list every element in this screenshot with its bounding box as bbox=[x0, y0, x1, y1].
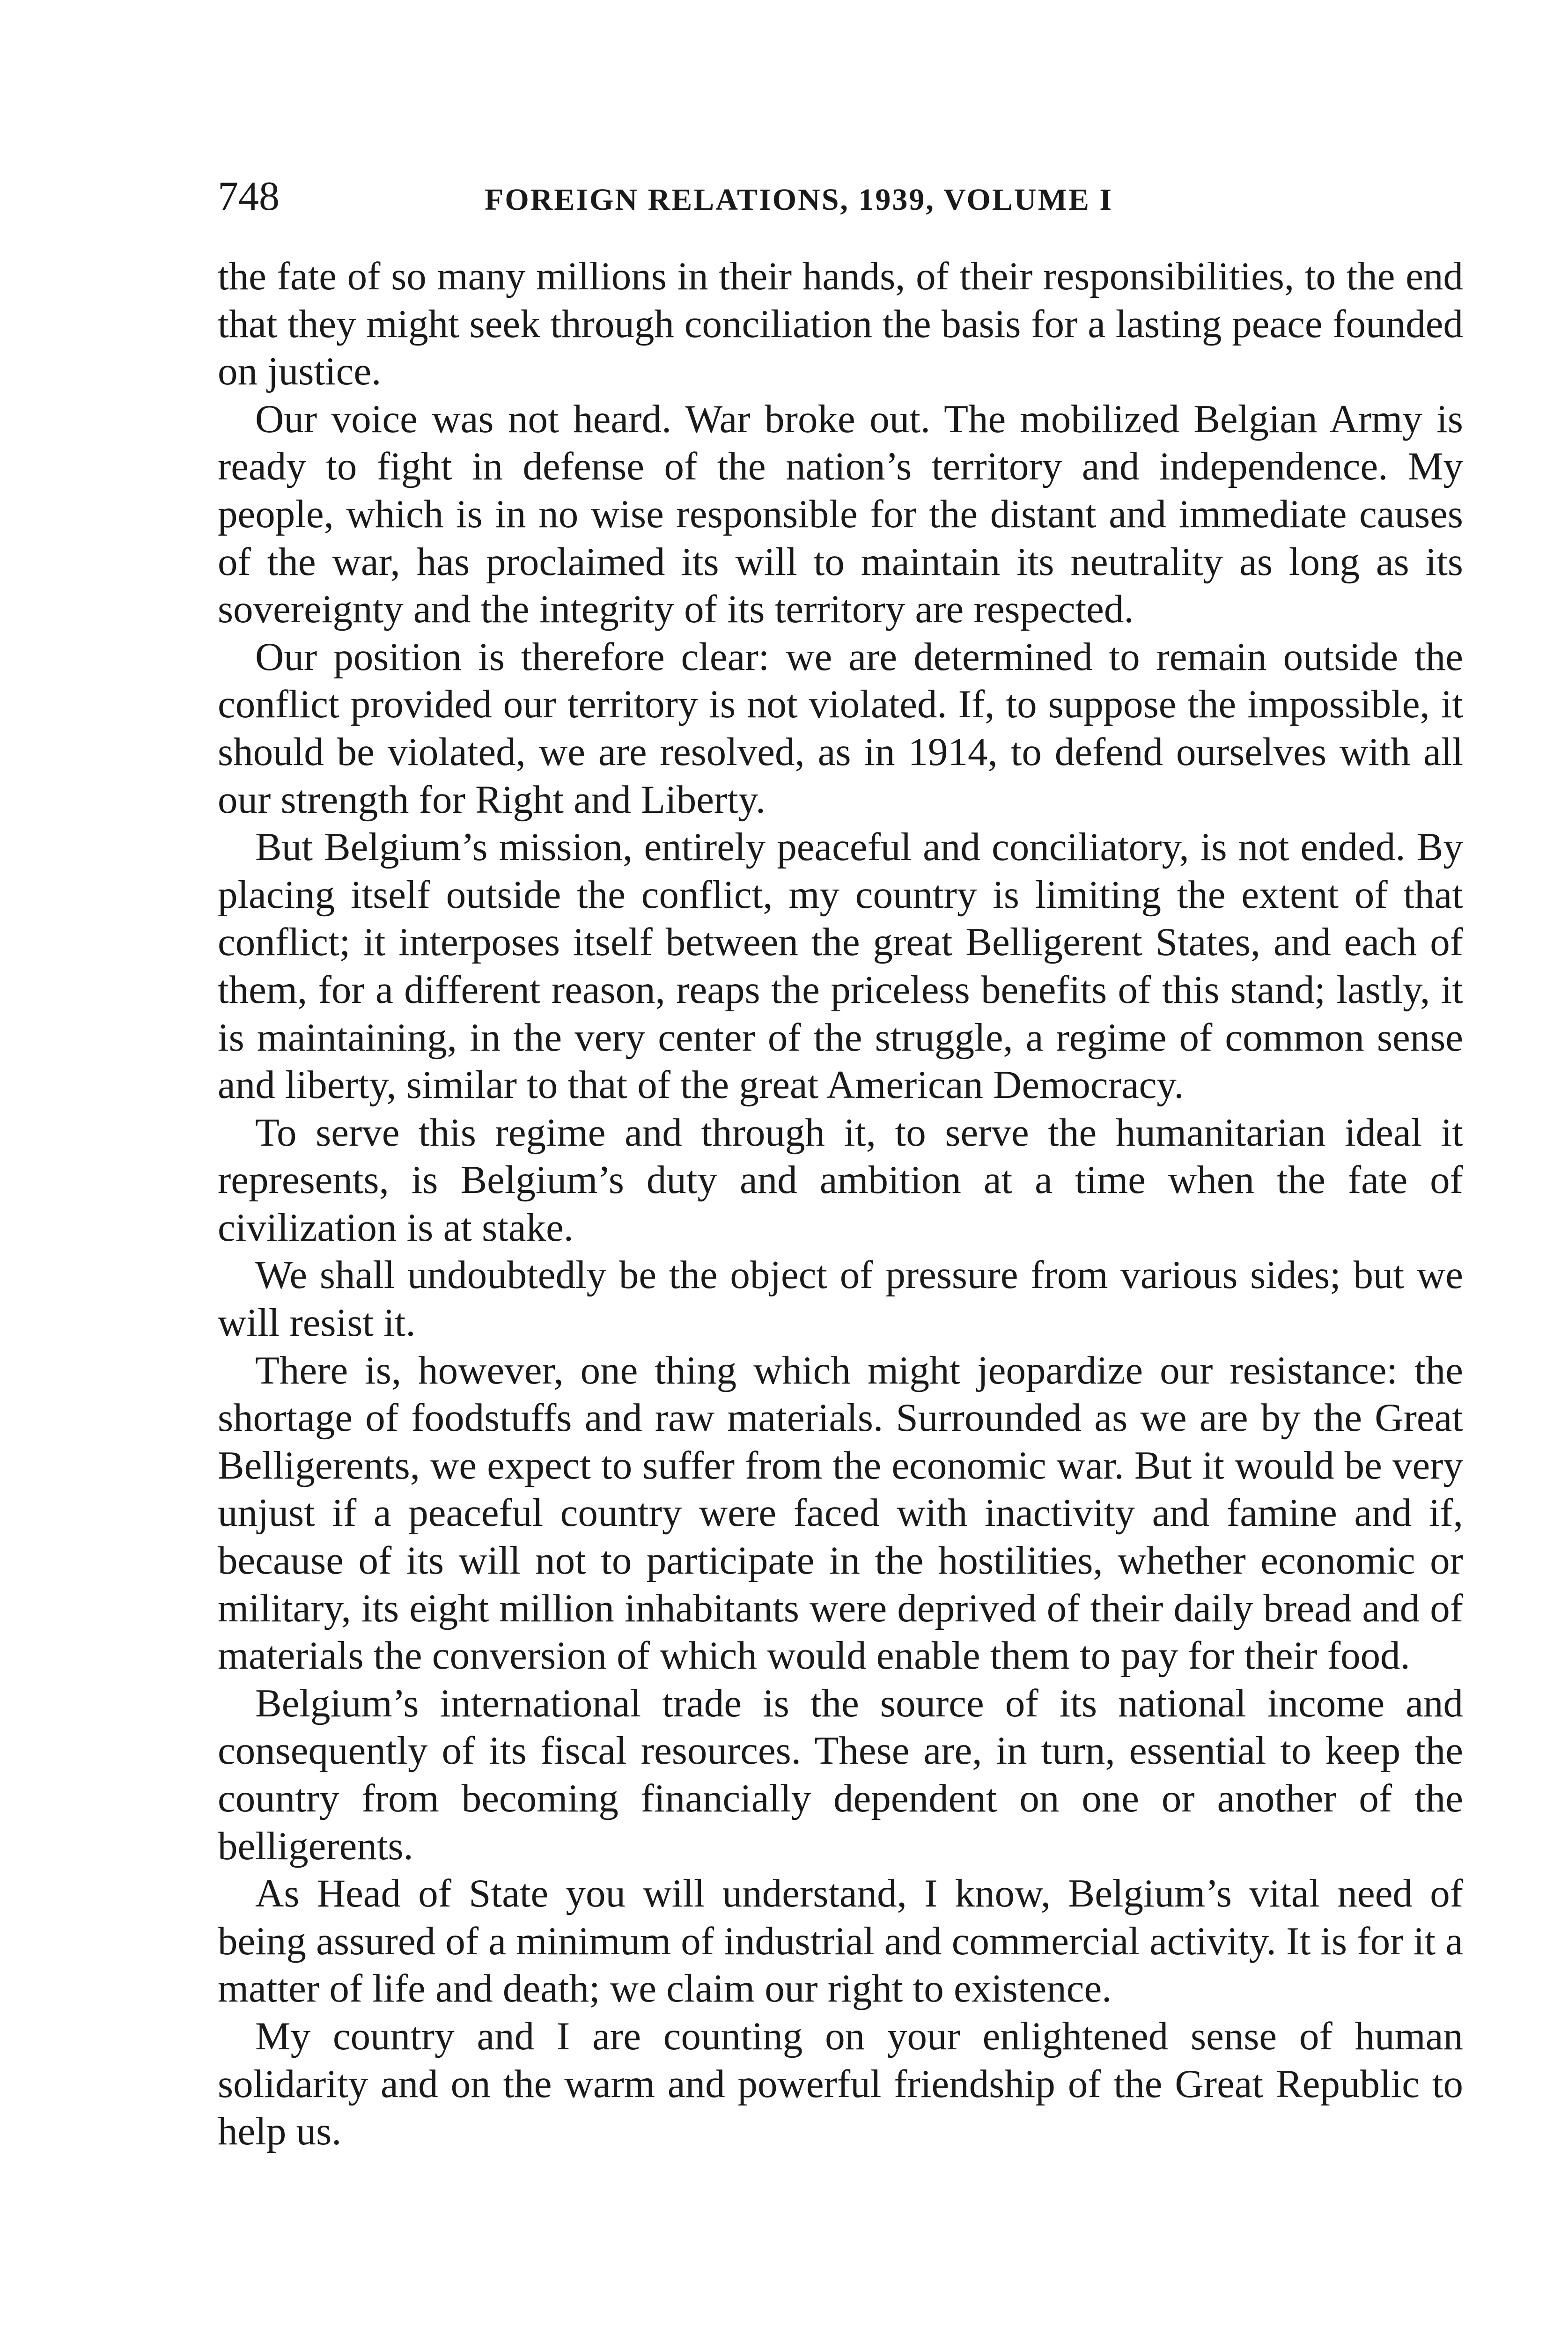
page-number: 748 bbox=[218, 174, 280, 219]
paragraph: My country and I are counting on your enlightened sense of human solidarity and on the warm and powerful friendship of the Great Republic to help us. bbox=[218, 2014, 1463, 2154]
paragraph: But Belgium’s mission, entirely peaceful and conciliatory, is not ended. By placing itself outside the conflict, my country is limiting the extent of that conflict; it interposes itself between the great Belligerent States, and each of them, for a different reason, reaps the priceless benefits of this stand; lastly, it is maintaining, in the very center of the struggle, a regime of common sense and liberty, similar to that of the great American Democracy. bbox=[218, 825, 1463, 1107]
paragraph: Belgium’s international trade is the source of its national income and consequently of its fiscal resources. These are, in turn, essential to keep the country from becoming financially dependent on one or another of the belligerents. bbox=[218, 1681, 1463, 1868]
page-header bbox=[218, 169, 1463, 225]
running-title: FOREIGN RELATIONS, 1939, VOLUME I bbox=[485, 183, 1113, 217]
paragraph: Our voice was not heard. War broke out. The mobilized Belgian Army is ready to fight in defense of the nation’s territory and independence. My people, which is in no wise responsible for the distant and immediate causes of the war, has proclaimed its will to maintain its neutrality as long as its sovereignty and the integrity of its territory are respected. bbox=[218, 397, 1463, 632]
paragraph: To serve this regime and through it, to serve the humanitarian ideal it represents, is Belgium’s duty and ambition at a time when the fate of civilization is at stake. bbox=[218, 1110, 1463, 1250]
paragraph: Our position is therefore clear: we are determined to remain outside the conflict provided our territory is not violated. If, to suppose the impossible, it should be violated, we are resolved, as in 1914, to defend ourselves with all our strength for Right and Liberty. bbox=[218, 634, 1463, 822]
paragraph: There is, however, one thing which might jeopardize our resistance: the shortage of foodstuffs and raw materials. Surrounded as we are by the Great Belligerents, we expect to suffer from the economic war. But it would be very unjust if a peaceful country were faced with inactivity and famine and if, because of its will not to participate in the hostilities, whether economic or military, its eight million inhabitants were deprived of their daily bread and of materials the conversion of which would enable them to pay for their food. bbox=[218, 1348, 1463, 1678]
body-text bbox=[218, 253, 1463, 2156]
paragraph: We shall undoubtedly be the object of pressure from various sides; but we will resist it. bbox=[218, 1253, 1463, 1345]
paragraph: As Head of State you will understand, I know, Belgium’s vital need of being assured of a minimum of industrial and commercial activity. It is for it a matter of life and death; we claim our right to existence. bbox=[218, 1871, 1463, 2011]
paragraph-continued: the fate of so many millions in their hands, of their responsibilities, to the end that they might seek through conciliation the basis for a lasting peace founded on justice. bbox=[218, 254, 1463, 394]
